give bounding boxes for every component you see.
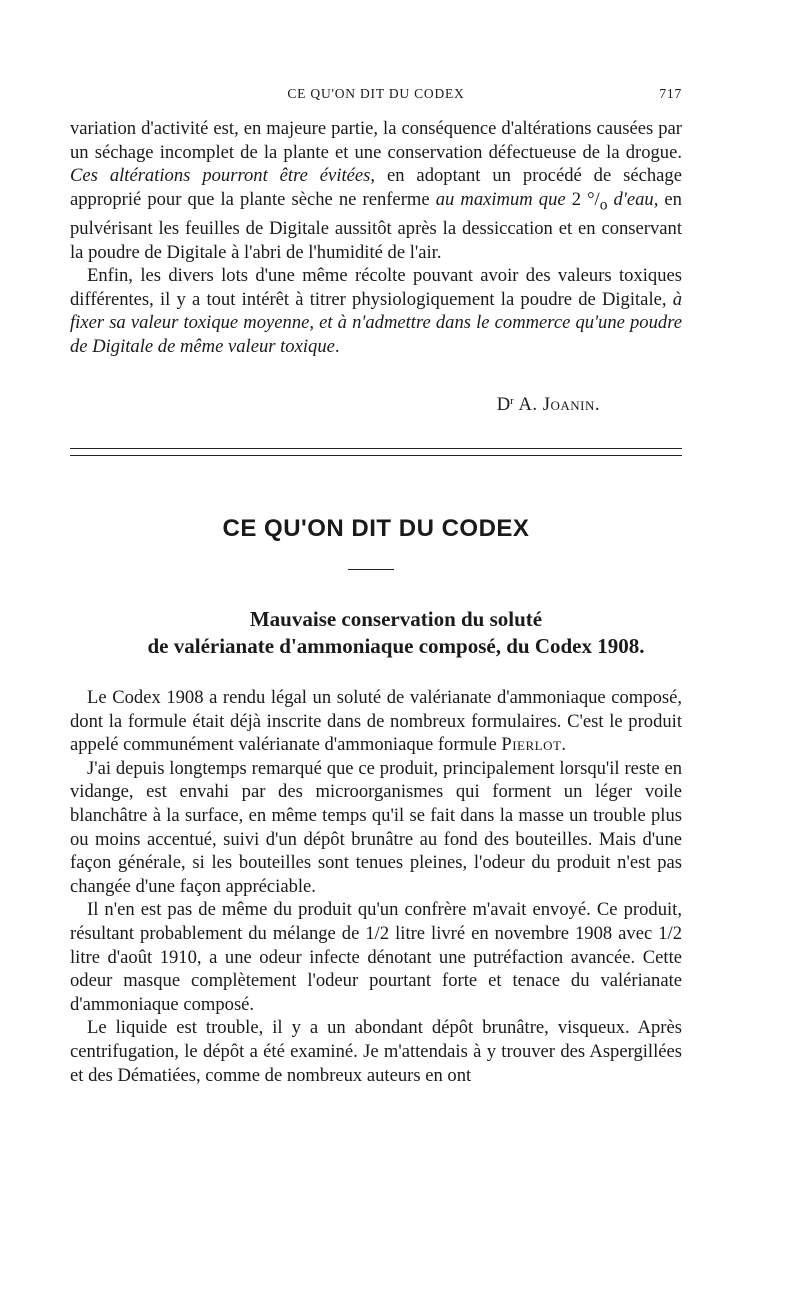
text-run: variation d'activité est, en majeure partie, la conséquence d'altérations causées par un séchage incomplet de la plante et une conservation défectueuse de la drogue.: [70, 118, 682, 163]
text-run: Le Codex 1908 a rendu légal un soluté de valérianate d'ammoniaque composé, dont la formule était déjà inscrite dans de nombreux formulaires. C'est le produit appelé communément valérianate d'ammoniaque formule: [70, 687, 682, 756]
paragraph: [70, 264, 682, 358]
subscript: o: [599, 196, 608, 214]
running-head: [70, 86, 682, 106]
double-rule-bottom: [70, 455, 682, 456]
section-title: CE QU'ON DIT DU CODEX: [222, 515, 530, 542]
paragraph: [70, 686, 682, 757]
double-rule-top: [70, 448, 682, 449]
italic-run: à fixer sa valeur toxique moyenne, et à n'admettre dans le commerce qu'une poudre de Digitale de même valeur toxique: [70, 288, 682, 358]
text-run: .: [561, 734, 567, 756]
article-title-line-1: Mauvaise conservation du soluté: [249, 607, 543, 631]
signature-superscript: r: [510, 395, 514, 407]
author-signature: [497, 390, 600, 416]
previous-article-text: [70, 117, 682, 359]
running-title: CE QU'ON DIT DU CODEX: [287, 86, 465, 101]
text-run: , en pulvérisant les feuilles de Digitale aussitôt après la dessiccation et en conservant la poudre de Digitale à l'abri de l'humidité de l'air.: [70, 188, 682, 263]
article-title: [70, 606, 722, 660]
signature-prefix: D: [496, 394, 511, 415]
text-run: .: [334, 336, 340, 358]
italic-run: au maximum que: [435, 188, 566, 210]
italic-run: d'eau: [607, 188, 654, 210]
small-caps-run: Pierlot: [501, 734, 562, 756]
text-run: 2 °/: [565, 188, 600, 210]
text-run: Enfin, les divers lots d'une même récolte pouvant avoir des valeurs toxiques différentes, il y a tout intérêt à titrer physiologiquement la poudre de Digitale,: [70, 265, 682, 310]
paragraph: J'ai depuis longtemps remarqué que ce produit, principalement lorsqu'il reste en vidange, est envahi par des microorganismes qui forment un léger voile blanchâtre à la surface, en même temps qu'il se fait dans la masse un trouble plus ou moins accentué, suivi d'un dépôt brunâtre au fond des bouteilles. Mais d'une façon générale, si les bouteilles sont tenues pleines, l'odeur du produit n'est pas changée d'une façon appréciable.: [70, 757, 682, 897]
section-divider: [348, 569, 394, 570]
italic-run: Ces altérations pourront être évitées: [70, 165, 371, 187]
text-run: , en adoptant un procédé de séchage approprié pour que la plante sèche ne renferme: [70, 165, 682, 210]
signature-name: A. Joanin.: [518, 394, 600, 415]
paragraph: Il n'en est pas de même du produit qu'un confrère m'avait envoyé. Ce produit, résultant probablement du mélange de 1/2 litre livré en novembre 1908 avec 1/2 litre d'août 1910, a une odeur infecte dénotant une putréfaction avancée. Cette odeur masque complètement l'odeur pourtant forte et tenace du valérianate d'ammoniaque composé.: [70, 899, 682, 1015]
paragraph: Le liquide est trouble, il y a un abondant dépôt brunâtre, visqueux. Après centrifugation, le dépôt a été examiné. Je m'attendais à y trouver des Aspergillées et des Dématiées, comme de nombreux auteurs en ont: [70, 1017, 682, 1086]
article-title-line-2: de valérianate d'ammoniaque composé, du Codex 1908.: [147, 634, 645, 658]
article-body: [70, 686, 682, 1087]
page-number: 717: [659, 86, 682, 101]
paragraph: [70, 117, 682, 264]
